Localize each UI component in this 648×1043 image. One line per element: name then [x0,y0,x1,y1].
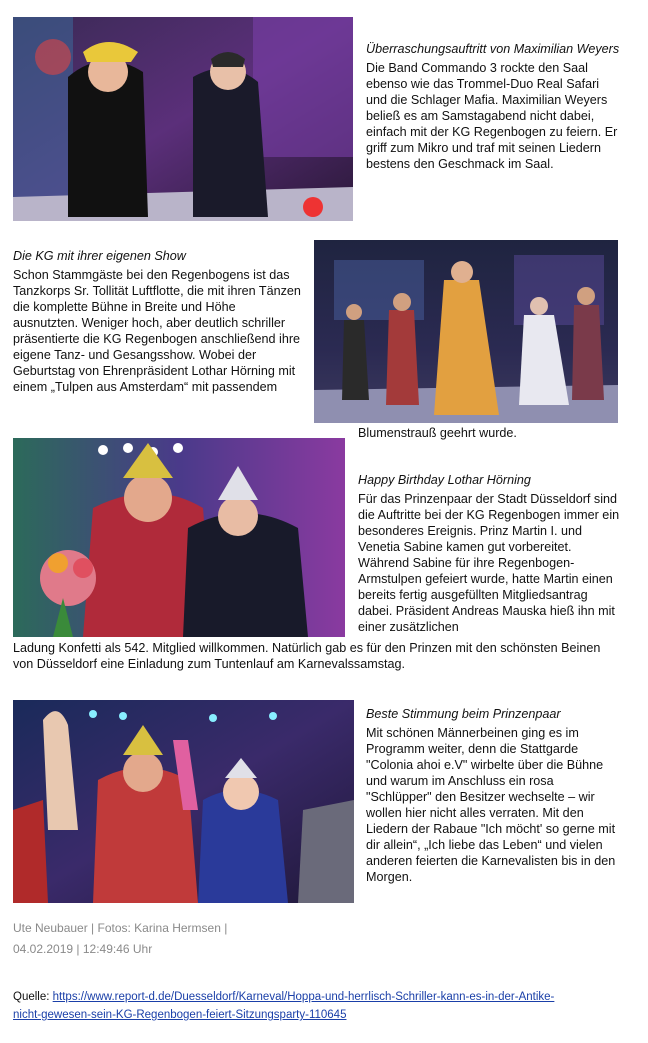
article-meta [13,918,413,960]
section-2-body-b: Blumenstrauß geehrt wurde. [358,426,517,440]
section-1-body: Die Band Commando 3 rockte den Saal ebenso wie das Trommel-Duo Real Safari und die Schlager Mafia. Maximilian Weyers beließ es am Samstagabend nicht dabei, einfach mit der KG Regenbogen zu feiern. Er griff zum Mikro und traf mit seinen Liedern bestens den Geschmack im Saal. [366,61,618,171]
section-2-caption: Die KG mit ihrer eigenen Show [13,249,186,263]
photo-kg-show [314,240,618,423]
source-block [13,988,633,1024]
section-3-caption: Happy Birthday Lothar Hörning [358,473,531,487]
section-3-body-a: Für das Prinzenpaar der Stadt Düsseldorf sind die Auftritte bei der KG Regenbogen immer ein besonderes Ereignis. Prinz Martin I. und Venetia Sabine kamen gut vorbereitet. Während Sabine für ihre Regenbogen-Armstulpen gefeiert wurde, hatte Martin einen bereits fertig ausgefüllten Mitgliedsantrag dabei. Präsident Andreas Mauska hieß ihn mit einer zusätzlichen [358,492,620,634]
section-4-body: Mit schönen Männerbeinen ging es im Programm weiter, denn die Stattgarde "Colonia ahoi e.V" wirbelte über die Bühne und warum im Anschluss ein rosa "Schlüpper" den Besitzer wechselte – wir wollen hier nicht alles verraten. Mit den Liedern der Rabaue "Ich möcht' so gerne mit dir allein“, „Ich liebe das Leben“ und vielen anderen feierten die Karnevalisten bis in den Morgen. [366,726,616,884]
author-credit: Ute Neubauer | Fotos: Karina Hermsen | [13,921,228,935]
section-2-text [13,248,303,395]
source-label: Quelle: [13,991,53,1003]
section-1-caption: Überraschungsauftritt von Maximilian Weyers [366,42,620,56]
section-3-body-b: Ladung Konfetti als 542. Mitglied willkommen. Natürlich gab es für den Prinzen mit den schönsten Beinen von Düsseldorf eine Einladung zum Tuntenlauf am Karnevalssamstag. [13,641,601,671]
source-url-line-2: nicht-gewesen-sein-KG-Regenbogen-feiert-Sitzungsparty-110645 [13,1009,347,1021]
article-timestamp: 04.02.2019 | 12:49:46 Uhr [13,942,153,956]
source-link[interactable] [13,991,554,1021]
photo-maximilian-weyers [13,17,353,221]
photo-lothar-hoerning [13,438,345,637]
section-1-text [366,41,622,172]
photo-prinzenpaar [13,700,354,903]
section-2-body-a: Schon Stammgäste bei den Regenbogens ist das Tanzkorps Sr. Tollität Luftflotte, die mit ihren Tänzen die komplette Bühne in Breite und Höhe ausnutzten. Weniger hoch, aber deutlich schriller präsentierte die KG Regenbogen anschließend ihre eigene Tanz- und Gesangsshow. Wobei der Geburtstag von Ehrenpräsident Lothar Hörning mit einem „Tulpen aus Amsterdam“ mit passendem [13,268,301,394]
source-url-line-1: https://www.report-d.de/Duesseldorf/Karneval/Hoppa-und-herrlisch-Schriller-kann-es-in-der-Antike- [52,991,555,1003]
section-4-caption: Beste Stimmung beim Prinzenpaar [366,707,561,721]
section-3-text [358,472,620,635]
section-4-text [366,706,622,885]
